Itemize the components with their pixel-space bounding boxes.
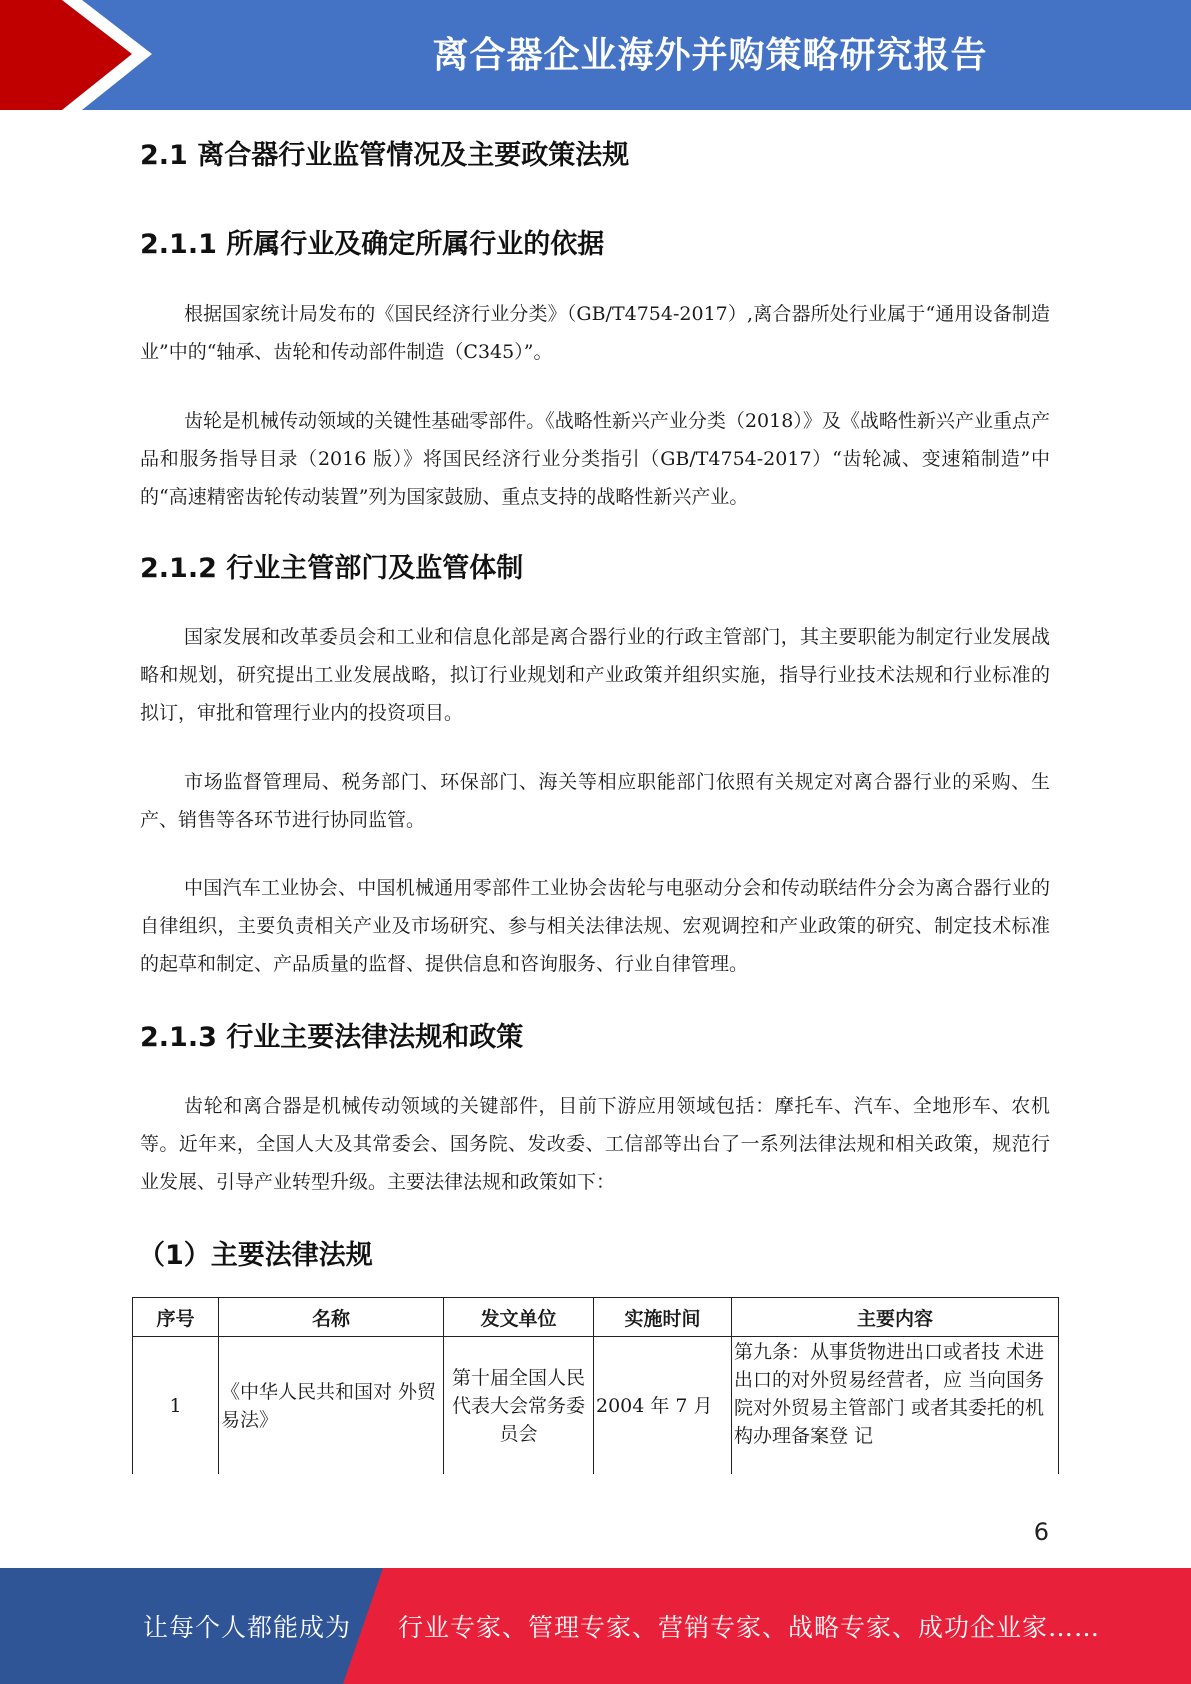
footer-slogan-left: 让每个人都能成为 xyxy=(143,1613,352,1642)
column-header: 实施时间 xyxy=(594,1298,732,1337)
table-row xyxy=(133,1337,1059,1475)
paragraph: 市场监督管理局、税务部门、环保部门、海关等相应职能部门依照有关规定对离合器行业的采购、生产、销售等各环节进行协同监管。 xyxy=(140,771,1050,831)
page-number: 6 xyxy=(1033,1518,1049,1546)
cell-content: 第九条：从事货物进出口或者技 术进出口的对外贸易经营者，应 当向国务院对外贸易主管部门 或者其委托的机构办理备案登 记 xyxy=(732,1337,1059,1475)
paragraph: 根据国家统计局发布的《国民经济行业分类》（GB/T4754-2017）,离合器所处行业属于“通用设备制造业”中的“轴承、齿轮和传动部件制造（C345）”。 xyxy=(140,303,1050,363)
cell-no: 1 xyxy=(133,1337,219,1475)
section-heading-2-1-2: 2.1.2 行业主管部门及监管体制 xyxy=(140,553,524,584)
column-header: 序号 xyxy=(133,1298,219,1337)
section-heading-2-1-1: 2.1.1 所属行业及确定所属行业的依据 xyxy=(140,229,605,260)
subsection-heading: （1）主要法律法规 xyxy=(138,1240,373,1271)
paragraph: 中国汽车工业协会、中国机械通用零部件工业协会齿轮与电驱动分会和传动联结件分会为离合器行业的自律组织，主要负责相关产业及市场研究、参与相关法律法规、宏观调控和产业政策的研究、制定技术标准的起草和制定、产品质量的监督、提供信息和咨询服务、行业自律管理。 xyxy=(140,877,1050,975)
column-header: 主要内容 xyxy=(732,1298,1059,1337)
paragraph: 国家发展和改革委员会和工业和信息化部是离合器行业的行政主管部门，其主要职能为制定行业发展战略和规划，研究提出工业发展战略，拟订行业规划和产业政策并组织实施，指导行业技术法规和行业标准的拟订，审批和管理行业内的投资项目。 xyxy=(140,626,1050,724)
page-header xyxy=(0,0,1191,110)
paragraph: 齿轮是机械传动领域的关键性基础零部件。《战略性新兴产业分类（2018）》及《战略性新兴产业重点产品和服务指导目录（2016 版）》将国民经济行业分类指引（GB/T4754-2017）“齿轮减、变速箱制造”中的“高速精密齿轮传动装置”列为国家鼓励、重点支持的战略性新兴产业。 xyxy=(140,410,1050,508)
page-footer xyxy=(0,1568,1191,1684)
laws-table xyxy=(132,1297,1059,1474)
column-header: 发文单位 xyxy=(444,1298,594,1337)
section-heading-2-1: 2.1 离合器行业监管情况及主要政策法规 xyxy=(140,140,630,171)
section-heading-2-1-3: 2.1.3 行业主要法律法规和政策 xyxy=(140,1022,524,1053)
report-title: 离合器企业海外并购策略研究报告 xyxy=(432,34,988,76)
table-header-row xyxy=(133,1298,1059,1337)
cell-issuer: 第十届全国人民代表大会常务委员会 xyxy=(444,1337,594,1475)
cell-date: 2004 年 7 月 xyxy=(594,1337,732,1475)
column-header: 名称 xyxy=(219,1298,444,1337)
paragraph: 齿轮和离合器是机械传动领域的关键部件，目前下游应用领域包括：摩托车、汽车、全地形车、农机等。近年来，全国人大及其常委会、国务院、发改委、工信部等出台了一系列法律法规和相关政策，规范行业发展、引导产业转型升级。主要法律法规和政策如下： xyxy=(140,1095,1050,1193)
footer-slogan-right: 行业专家、管理专家、营销专家、战略专家、成功企业家…… xyxy=(398,1613,1101,1642)
cell-name: 《中华人民共和国对 外贸易法》 xyxy=(219,1337,444,1475)
